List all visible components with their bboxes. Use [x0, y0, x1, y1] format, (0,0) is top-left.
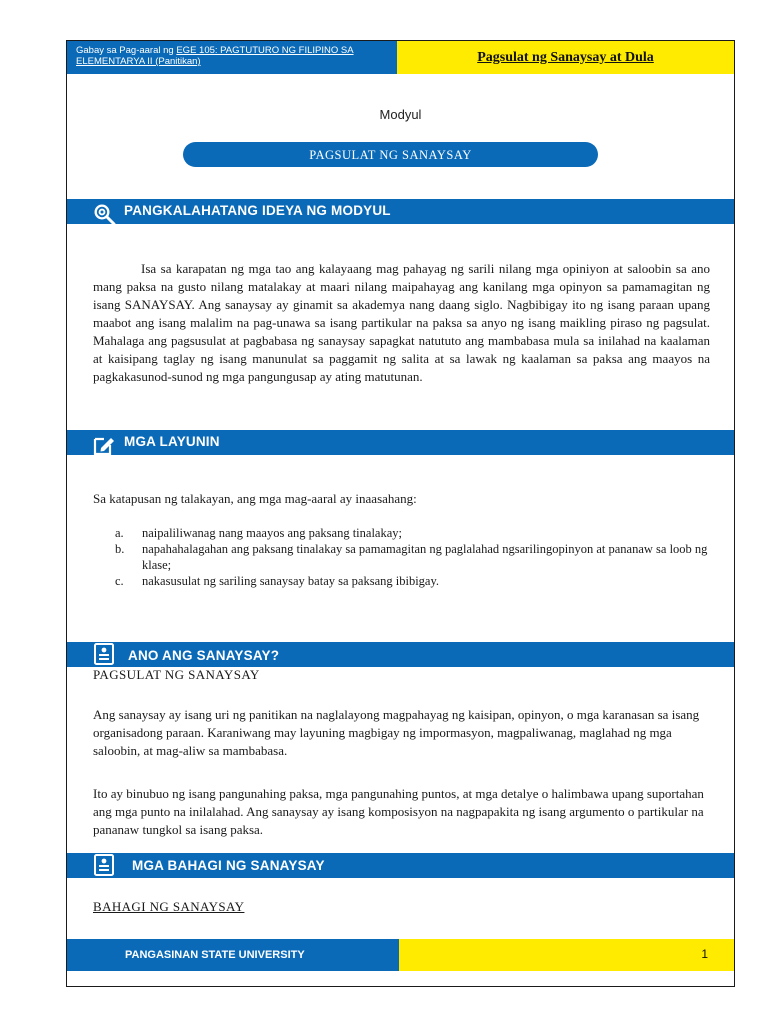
- course-header: [67, 41, 397, 74]
- section-bar-what-is: [67, 642, 734, 667]
- list-item: [115, 525, 715, 541]
- objectives-intro: Sa katapusan ng talakayan, ang mga mag-aaral ay inaasahang:: [93, 491, 417, 506]
- document-icon: [92, 853, 116, 877]
- document-title: Pagsulat ng Sanaysay at Dula: [477, 49, 654, 65]
- section-bar-overview: [67, 199, 734, 224]
- list-marker: a.: [115, 526, 124, 540]
- section-bar-objectives: [67, 430, 734, 455]
- section-heading-overview: PANGKALAHATANG IDEYA NG MODYUL: [124, 203, 391, 218]
- course-title-line1: EGE 105: PAGTUTURO NG FILIPINO SA: [176, 45, 354, 56]
- module-title-banner: PAGSULAT NG SANAYSAY: [183, 142, 598, 167]
- page-number: 1: [701, 947, 708, 961]
- course-title-line2: ELEMENTARYA II (Panitikan): [76, 56, 201, 67]
- what-is-paragraph-2: Ito ay binubuo ng isang pangunahing paksa, mga pangunahing puntos, at mga detalye o halimbawa upang suportahan ang mga punto na inilalahad. Ang sanaysay ay isang komposisyon na nagpapakita ng isang argumento o partikular na pananaw tungkol sa isang paksa.: [93, 786, 704, 837]
- list-item: [115, 573, 715, 589]
- list-marker: b.: [115, 542, 125, 556]
- section-bar-parts: [67, 853, 734, 878]
- guide-prefix: Gabay sa Pag-aaral ng: [76, 45, 177, 56]
- list-item-text: naipaliliwanag nang maayos ang paksang tinalakay;: [142, 526, 402, 540]
- magnifier-gear-icon: [92, 202, 116, 226]
- section-heading-what-is: ANO ANG SANAYSAY?: [128, 648, 280, 663]
- list-marker: c.: [115, 574, 124, 588]
- section-heading-objectives: MGA LAYUNIN: [124, 434, 220, 449]
- what-is-paragraph-1: Ang sanaysay ay isang uri ng panitikan na naglalayong magpahayag ng kaisipan, opinyon, o mga karanasan sa isang organisadong paraan. Karaniwang may layuning magbigay ng impormasyon, magpaliwanag, maglahad ng mga saloobin, at mag-aliw sa mambabasa.: [93, 707, 700, 758]
- parts-subheading: BAHAGI NG SANAYSAY: [93, 899, 245, 914]
- list-item: [115, 541, 715, 573]
- module-page: [66, 40, 735, 987]
- list-item-text: nakasusulat ng sariling sanaysay batay sa paksang ibibigay.: [142, 574, 440, 588]
- section-heading-parts: MGA BAHAGI NG SANAYSAY: [132, 858, 325, 873]
- what-is-subheading: PAGSULAT NG SANAYSAY: [93, 667, 260, 682]
- pencil-square-icon: [92, 433, 116, 457]
- overview-paragraph: Isa sa karapatan ng mga tao ang kalayaang mag pahayag ng sarili nilang mga opiniyon at saloobin sa ano mang paksa na gusto nilang matalakay at maari nilang maipahayag ang kanilang mga opinyon sa pamamagitan ng isang SANAYSAY. Ang sanaysay ay ginamit sa akademya nang daang siglo. Nagbibigay ito ng isang paraan upang maabot ang isang malalim na pag-unawa sa isang partikular na paksa sa anyo ng isang maikling piraso ng pagsulat. Mahalaga ang pagsusulat at pagbabasa ng sanaysay sapagkat natututo ang mambabasa mula sa inilahad na kaalaman at kaisipang taglay ng isang manunulat sa paggamit ng salita at sa lawak ng kaalaman sa paksa ang maayos na pagkakasunod-sunod ng mga pangungusap ay ating matutunan.: [93, 261, 710, 384]
- document-icon: [92, 642, 116, 666]
- modyul-label: Modyul: [379, 107, 422, 122]
- footer-university: PANGASINAN STATE UNIVERSITY: [67, 939, 399, 971]
- list-item-text: napahahalagahan ang paksang tinalakay sa pamamagitan ng paglalahad ngsarilingopinyon at pananaw sa loob ng klase;: [142, 542, 708, 572]
- document-title-header: [397, 41, 734, 74]
- footer-page-area: [399, 939, 734, 971]
- objectives-list: [115, 525, 715, 589]
